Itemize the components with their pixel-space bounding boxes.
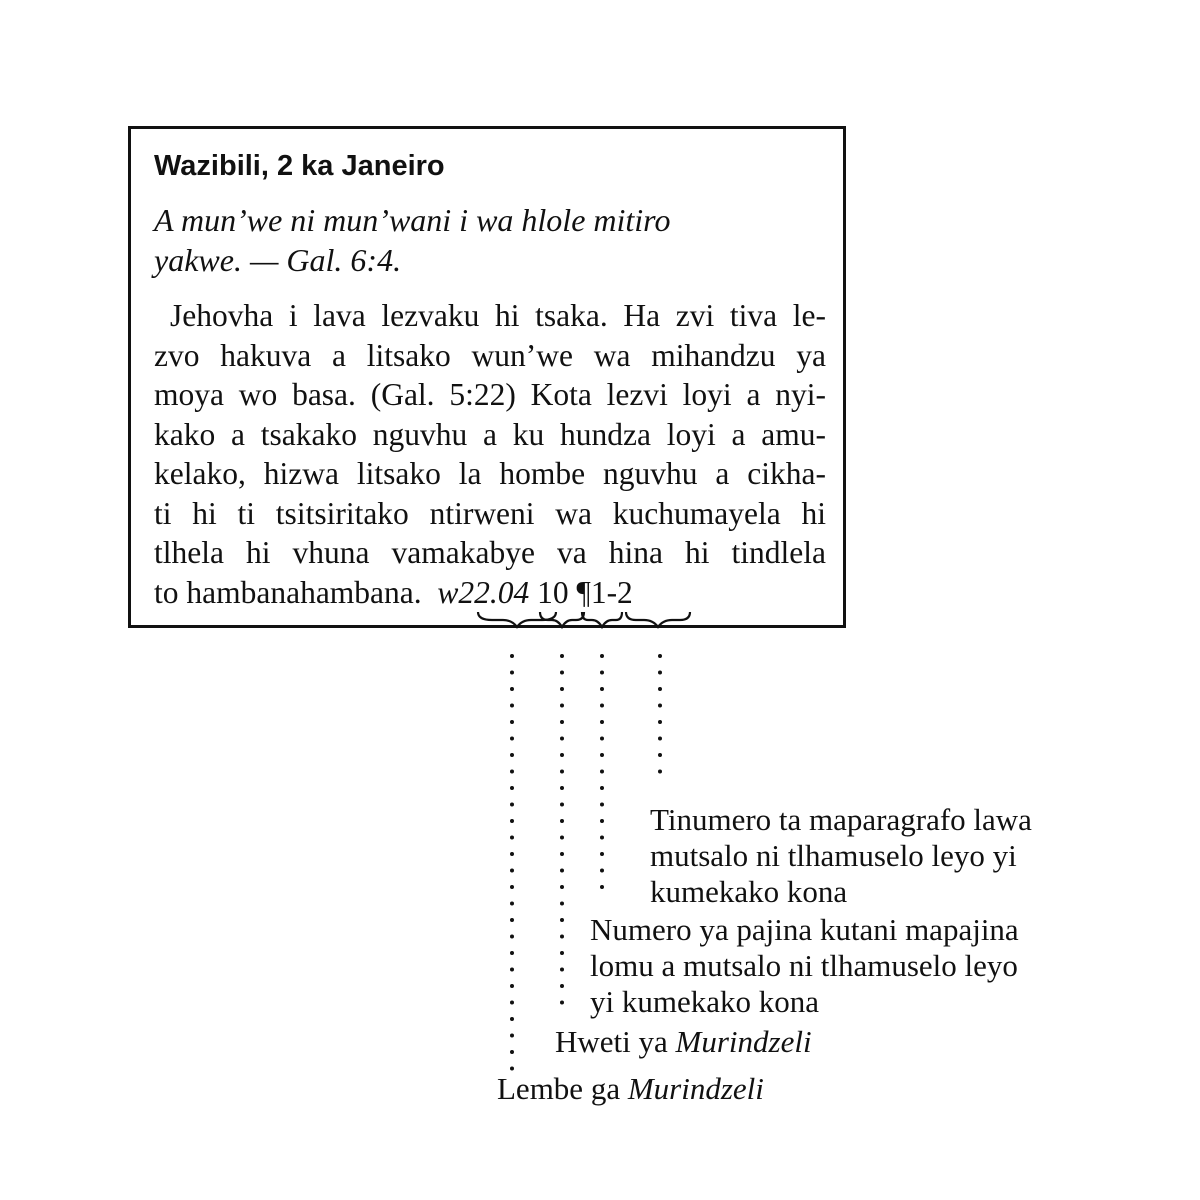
- comment-line: kelako, hizwa litsako la hombe nguvhu a cikha-: [154, 456, 826, 491]
- comment-line: zvo hakuva a litsako wun’we wa mihandzu ya: [154, 337, 826, 373]
- brace-page: [582, 612, 622, 627]
- label-year-prefix: Lembe ga: [497, 1071, 628, 1106]
- comment-line: moya wo basa. (Gal. 5:22) Kota lezvi loyi a nyi-: [154, 377, 826, 412]
- comment-line: ti hi ti tsitsiritako ntirweni wa kuchumayela hi: [154, 495, 826, 531]
- brace-paragraphs: [626, 612, 690, 627]
- label-paragraphs-line-3: kumekako kona: [650, 874, 848, 909]
- label-year: [497, 1071, 764, 1107]
- brace-month: [540, 612, 584, 627]
- label-month-publication: Murindzeli: [675, 1024, 812, 1059]
- label-page-line-1: Numero ya pajina kutani mapajina: [590, 912, 1019, 947]
- label-paragraphs-line-2: mutsalo ni tlhamuselo leyo yi: [650, 838, 1017, 873]
- label-paragraphs-line-1: Tinumero ta maparagrafo lawa: [650, 802, 1032, 837]
- verse-line-2: yakwe. — Gal. 6:4.: [154, 242, 402, 278]
- label-month: [555, 1024, 812, 1060]
- date-heading: Wazibili, 2 ka Janeiro: [154, 150, 445, 182]
- comment-line: Jehovha i lava lezvaku hi tsaka. Ha zvi tiva le-: [170, 298, 826, 333]
- label-month-prefix: Hweti ya: [555, 1024, 676, 1059]
- comment-last-text: to hambanahambana.: [154, 574, 422, 610]
- verse-line-1: A mun’we ni mun’wani i wa hlole mitiro: [154, 202, 671, 238]
- reference-paragraphs: ¶1-2: [576, 574, 633, 610]
- label-paragraph-numbers: [650, 802, 1032, 910]
- label-page-line-2: lomu a mutsalo ni tlhamuselo leyo: [590, 948, 1018, 983]
- label-page-number: [590, 912, 1019, 1020]
- reference-volume: w22.04: [437, 574, 530, 610]
- comment-line: kako a tsakako nguvhu a ku hundza loyi a amu-: [154, 416, 826, 452]
- label-year-publication: Murindzeli: [627, 1071, 764, 1106]
- reference-page: 10: [537, 574, 569, 610]
- comment-line: tlhela hi vhuna vamakabye va hina hi tindlela: [154, 535, 826, 570]
- label-page-line-3: yi kumekako kona: [590, 984, 820, 1019]
